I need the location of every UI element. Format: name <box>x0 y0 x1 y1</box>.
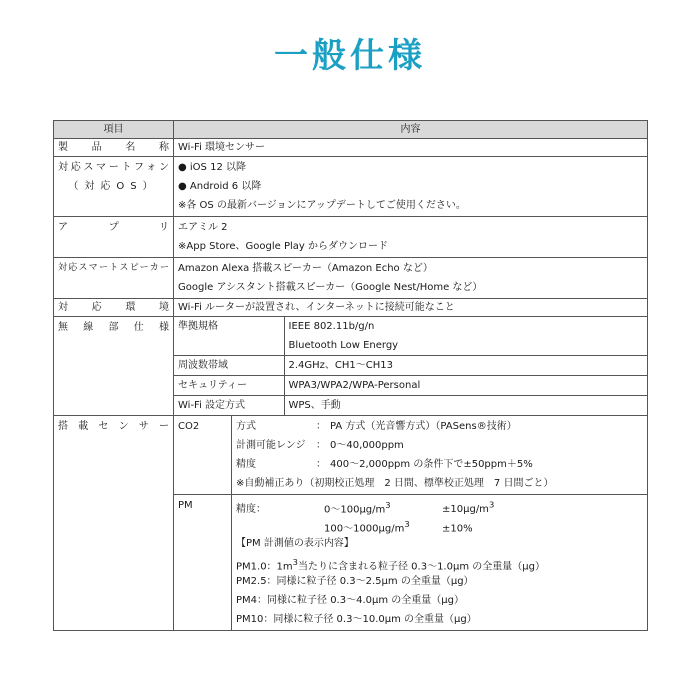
superscript: 3 <box>292 557 298 567</box>
pm-range1-text: 0〜100μg/m <box>324 504 386 516</box>
os-note: ※各 OS の最新バージョンにアップデートしてご使用ください。 <box>178 200 466 211</box>
app-name: エアミル 2 <box>178 222 228 233</box>
pm10-line: PM10：同様に粒子径 0.3〜10.0μm の全重量（μg） <box>236 614 477 625</box>
co2-range-key: 計測可能レンジ <box>236 440 306 451</box>
co2-method-key: 方式 <box>236 421 256 432</box>
speaker-google: Google アシスタント搭載スピーカー（Google Nest/Home など） <box>178 282 483 293</box>
co2-range-value: 0〜40,000ppm <box>330 440 404 451</box>
co2-method <box>236 417 643 436</box>
table-row <box>54 217 648 258</box>
row-label-wireless <box>54 317 174 416</box>
table-row <box>54 258 648 299</box>
co2-range <box>236 436 643 455</box>
header-item: 項目 <box>54 121 174 139</box>
os-ios: ● iOS 12 以降 <box>178 162 246 173</box>
wireless-row <box>174 356 647 376</box>
table-header <box>54 121 648 139</box>
wireless-row <box>174 376 647 396</box>
sensor-pm-details <box>232 495 648 631</box>
spec-table <box>53 120 648 631</box>
page-title: 一般仕様 <box>274 36 426 76</box>
superscript: 3 <box>385 500 391 510</box>
co2-method-value: PA 方式（光音響方式）（PASens®技術） <box>330 421 517 432</box>
label-line: 無線部仕様 <box>58 322 169 333</box>
wireless-row <box>174 396 647 416</box>
wireless-key: 準拠規格 <box>174 317 284 356</box>
table-row <box>54 139 648 157</box>
row-label-sensor <box>54 416 174 631</box>
speaker-alexa: Amazon Alexa 搭載スピーカー（Amazon Echo など） <box>178 263 433 274</box>
os-android: ● Android 6 以降 <box>178 181 262 192</box>
wireless-key: Wi-Fi 設定方式 <box>174 396 284 416</box>
pm-range2-text: 100〜1000μg/m <box>324 523 405 535</box>
colon: ： <box>316 440 326 451</box>
pm-tol1 <box>442 500 495 516</box>
pm-accuracy-row1 <box>236 496 643 515</box>
co2-accuracy-key: 精度 <box>236 459 256 470</box>
pm-accuracy-row2 <box>236 515 643 534</box>
app-note: ※App Store、Google Play からダウンロード <box>178 241 388 252</box>
wireless-value-line: Bluetooth Low Energy <box>288 340 399 351</box>
pm1-pre: PM1.0：1m <box>236 561 293 573</box>
superscript: 3 <box>404 519 410 529</box>
table-row <box>54 416 648 495</box>
pm4-line: PM4：同様に粒子径 0.3〜4.0μm の全重量（μg） <box>236 595 464 606</box>
sensor-co2-details <box>232 416 648 495</box>
pm1-line <box>236 553 643 572</box>
label-line: 搭載センサー <box>58 421 169 432</box>
row-label-app <box>54 217 174 258</box>
pm25-line: PM2.5：同様に粒子径 0.3〜2.5μm の全重量（μg） <box>236 576 474 587</box>
superscript: 3 <box>488 500 495 510</box>
label-spacer <box>58 278 169 297</box>
label-line: 対応スマートスピーカー <box>58 263 169 273</box>
row-value-environment: Wi-Fi ルーターが設置され、インターネットに接続可能なこと <box>174 299 648 317</box>
row-label-speaker <box>54 258 174 299</box>
row-value-app <box>174 217 648 258</box>
table-row <box>54 317 648 416</box>
row-value-speaker <box>174 258 648 299</box>
wireless-value: 2.4GHz、CH1〜CH13 <box>284 356 647 376</box>
header-content: 内容 <box>174 121 648 139</box>
label-line: アプリ <box>58 222 169 233</box>
label-spacer <box>58 196 169 215</box>
wireless-key: 周波数帯域 <box>174 356 284 376</box>
colon: ： <box>316 421 326 432</box>
co2-label: CO2 <box>178 421 200 432</box>
co2-accuracy-value: 400〜2,000ppm の条件下で±50ppm＋5% <box>330 459 533 470</box>
co2-note: ※自動補正あり（初期校正処理 2 日間、標準校正処理 7 日間ごと） <box>236 478 554 489</box>
label-spacer <box>58 237 169 256</box>
row-label-environment: 対応環境 <box>54 299 174 317</box>
pm-accuracy-key: 精度： <box>236 504 266 516</box>
wireless-value: WPA3/WPA2/WPA-Personal <box>284 376 647 396</box>
wireless-key: セキュリティー <box>174 376 284 396</box>
row-value-smartphone <box>174 157 648 217</box>
pm-label: PM <box>178 500 193 511</box>
wireless-value <box>284 317 647 356</box>
wireless-subtable <box>174 317 647 415</box>
pm-tol1-text: ±10μg/m <box>442 504 489 516</box>
label-line: 対応スマートフォン <box>58 162 169 173</box>
row-value-product-name: Wi-Fi 環境センサー <box>174 139 648 157</box>
pm1-post: 当たりに含まれる粒子径 0.3〜1.0μm の全重量（μg） <box>297 561 545 573</box>
table-row <box>54 299 648 317</box>
pm-tol2: ±10% <box>442 523 473 535</box>
wireless-value: WPS、手動 <box>284 396 647 416</box>
wireless-row <box>174 317 647 356</box>
co2-accuracy <box>236 455 643 474</box>
colon: ： <box>316 459 326 470</box>
row-label-smartphone <box>54 157 174 217</box>
row-value-wireless <box>174 317 648 416</box>
row-label-product-name: 製品名称 <box>54 139 174 157</box>
wireless-value-line: IEEE 802.11b/g/n <box>288 321 375 332</box>
sensor-pm-name <box>174 495 232 631</box>
sensor-co2-name <box>174 416 232 495</box>
table-row <box>54 157 648 217</box>
pm-display-title: 【PM 計測値の表示内容】 <box>236 538 354 549</box>
label-line: （対応OS） <box>68 181 159 192</box>
